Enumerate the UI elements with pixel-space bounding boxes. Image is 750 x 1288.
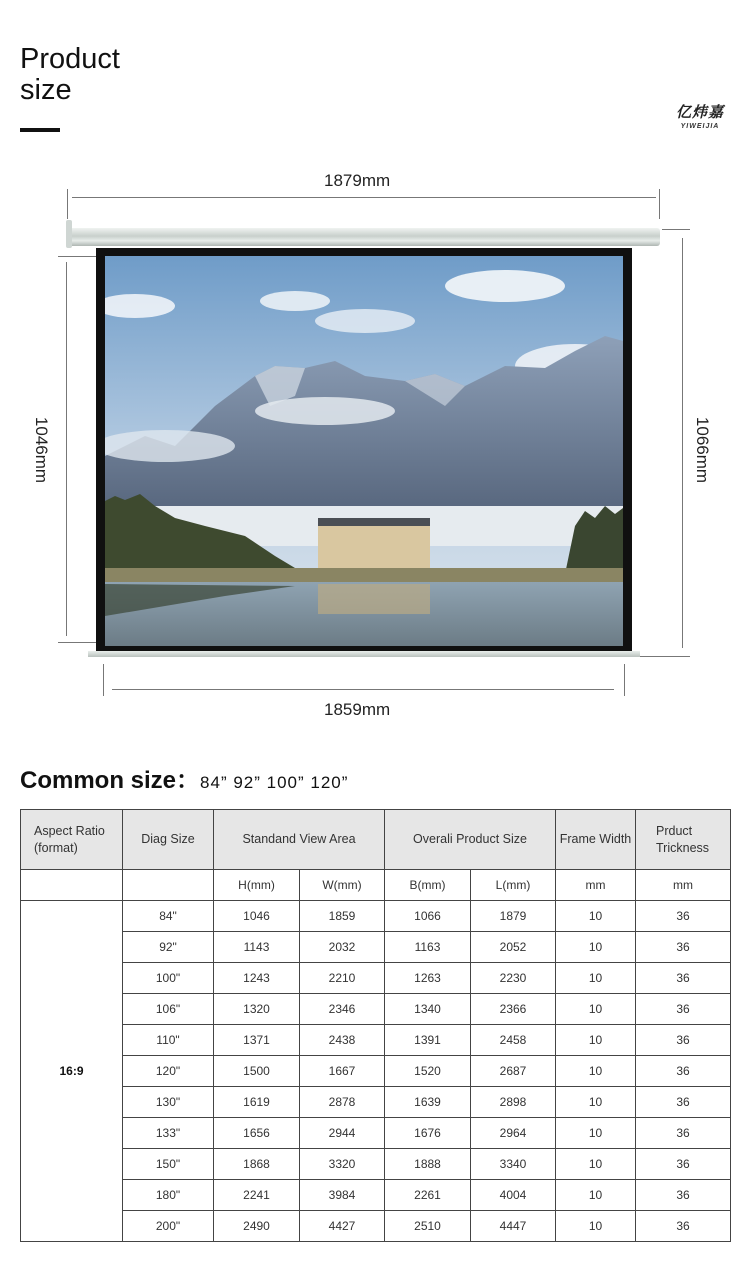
table-cell: 1391	[385, 1025, 471, 1056]
table-cell: 10	[556, 901, 636, 932]
subheader-frame-unit: mm	[556, 870, 636, 901]
table-row	[21, 1025, 731, 1056]
table-cell: 36	[636, 1180, 731, 1211]
header-aspect-ratio: Aspect Ratio (format)	[21, 810, 123, 870]
title-line-1: Product	[20, 43, 120, 75]
table-cell: 2687	[471, 1056, 556, 1087]
table-cell: 10	[556, 1025, 636, 1056]
header-product-thickness: Prduct Trickness	[636, 810, 731, 870]
table-cell: 36	[636, 932, 731, 963]
subheader-empty	[123, 870, 214, 901]
table-cell: 1676	[385, 1118, 471, 1149]
table-cell: 2032	[300, 932, 385, 963]
right-height-tick-top	[662, 229, 690, 230]
table-cell: 36	[636, 901, 731, 932]
table-cell: 36	[636, 1087, 731, 1118]
top-width-line	[72, 197, 656, 198]
table-cell: 2052	[471, 932, 556, 963]
bottom-width-label: 1859mm	[324, 700, 391, 719]
bottom-width-tick-left	[103, 664, 104, 696]
table-cell: 2964	[471, 1118, 556, 1149]
table-cell: 1859	[300, 901, 385, 932]
table-cell: 92"	[123, 932, 214, 963]
right-height-label: 1066mm	[693, 416, 713, 484]
table-row	[21, 1087, 731, 1118]
table-cell: 3340	[471, 1149, 556, 1180]
table-cell: 1243	[214, 963, 300, 994]
table-cell: 1163	[385, 932, 471, 963]
table-cell: 1656	[214, 1118, 300, 1149]
table-cell: 10	[556, 1211, 636, 1242]
brand-logo-cn: 亿炜嘉	[675, 104, 724, 121]
top-width-tick-left	[67, 189, 68, 219]
table-body	[21, 901, 731, 1242]
table-cell: 10	[556, 1118, 636, 1149]
table-cell: 2261	[385, 1180, 471, 1211]
table-cell: 1066	[385, 901, 471, 932]
table-cell: 3320	[300, 1149, 385, 1180]
subheader-l: L(mm)	[471, 870, 556, 901]
common-size-values: 84” 92” 100” 120”	[200, 773, 349, 792]
table-cell: 10	[556, 1087, 636, 1118]
subheader-thickness-unit: mm	[636, 870, 731, 901]
table-cell: 10	[556, 932, 636, 963]
table-row	[21, 1149, 731, 1180]
table-cell: 4427	[300, 1211, 385, 1242]
table-cell: 2458	[471, 1025, 556, 1056]
table-cell: 2210	[300, 963, 385, 994]
right-height-tick-bottom	[640, 656, 690, 657]
screen-bottom-bar	[88, 651, 640, 657]
table-cell: 2944	[300, 1118, 385, 1149]
table-cell: 2878	[300, 1087, 385, 1118]
subheader-empty	[21, 870, 123, 901]
table-cell: 36	[636, 994, 731, 1025]
table-cell: 84"	[123, 901, 214, 932]
table-cell: 1868	[214, 1149, 300, 1180]
table-cell: 36	[636, 1118, 731, 1149]
common-size-heading	[20, 760, 348, 795]
header-overall-product-size: Overali Product Size	[385, 810, 556, 870]
left-height-label: 1046mm	[32, 416, 52, 484]
table-header-row	[21, 810, 731, 870]
page-title	[20, 44, 120, 106]
table-cell: 10	[556, 963, 636, 994]
table-cell: 4447	[471, 1211, 556, 1242]
table-cell: 1520	[385, 1056, 471, 1087]
table-cell: 150"	[123, 1149, 214, 1180]
table-cell: 36	[636, 1149, 731, 1180]
subheader-b: B(mm)	[385, 870, 471, 901]
table-cell: 1143	[214, 932, 300, 963]
table-cell: 2490	[214, 1211, 300, 1242]
table-cell: 106"	[123, 994, 214, 1025]
table-cell: 4004	[471, 1180, 556, 1211]
table-cell: 36	[636, 1211, 731, 1242]
left-height-line	[66, 262, 67, 636]
table-row	[21, 901, 731, 932]
table-cell: 1879	[471, 901, 556, 932]
table-cell: 2241	[214, 1180, 300, 1211]
roller-end-cap	[66, 220, 72, 248]
brand-logo	[664, 104, 736, 131]
subheader-h: H(mm)	[214, 870, 300, 901]
table-row	[21, 1180, 731, 1211]
common-size-label: Common size：	[20, 767, 201, 794]
bottom-width-tick-right	[624, 664, 625, 696]
table-cell: 2510	[385, 1211, 471, 1242]
brand-logo-en: YIWEIJIA	[680, 123, 720, 130]
table-cell: 2898	[471, 1087, 556, 1118]
table-cell: 2438	[300, 1025, 385, 1056]
mountain-lake-illustration	[105, 256, 623, 646]
table-cell: 1263	[385, 963, 471, 994]
table-cell: 1667	[300, 1056, 385, 1087]
table-cell: 10	[556, 1149, 636, 1180]
table-row	[21, 994, 731, 1025]
table-cell: 1340	[385, 994, 471, 1025]
title-underline	[20, 128, 60, 132]
table-cell: 36	[636, 1056, 731, 1087]
table-row	[21, 932, 731, 963]
table-row	[21, 963, 731, 994]
screen-roller-housing	[66, 228, 660, 246]
bottom-width-line	[112, 689, 614, 690]
table-cell: 2230	[471, 963, 556, 994]
left-height-tick-top	[58, 256, 96, 257]
title-line-2: size	[20, 74, 72, 106]
table-cell: 36	[636, 963, 731, 994]
table-cell: 180"	[123, 1180, 214, 1211]
table-cell: 10	[556, 1180, 636, 1211]
screen-landscape-image	[105, 256, 623, 646]
table-cell: 110"	[123, 1025, 214, 1056]
top-width-tick-right	[659, 189, 660, 219]
table-cell: 3984	[300, 1180, 385, 1211]
table-cell: 2366	[471, 994, 556, 1025]
left-height-tick-bottom	[58, 642, 96, 643]
table-cell: 130"	[123, 1087, 214, 1118]
header-frame-width: Frame Width	[556, 810, 636, 870]
table-cell: 2346	[300, 994, 385, 1025]
right-height-line	[682, 238, 683, 648]
table-cell: 1500	[214, 1056, 300, 1087]
table-cell: 100"	[123, 963, 214, 994]
table-row	[21, 1211, 731, 1242]
header-diag-size: Diag Size	[123, 810, 214, 870]
size-spec-table	[20, 809, 731, 1242]
table-row	[21, 1056, 731, 1087]
table-row	[21, 1118, 731, 1149]
table-cell: 1639	[385, 1087, 471, 1118]
aspect-ratio-cell: 16:9	[21, 901, 123, 1242]
table-cell: 1320	[214, 994, 300, 1025]
table-cell: 133"	[123, 1118, 214, 1149]
table-cell: 1046	[214, 901, 300, 932]
subheader-w: W(mm)	[300, 870, 385, 901]
top-width-label: 1879mm	[324, 171, 391, 190]
table-cell: 10	[556, 994, 636, 1025]
table-cell: 1371	[214, 1025, 300, 1056]
table-cell: 36	[636, 1025, 731, 1056]
table-cell: 10	[556, 1056, 636, 1087]
table-cell: 120"	[123, 1056, 214, 1087]
table-cell: 1888	[385, 1149, 471, 1180]
table-cell: 200"	[123, 1211, 214, 1242]
table-subheader-row	[21, 870, 731, 901]
table-cell: 1619	[214, 1087, 300, 1118]
header-standard-view-area: Standand View Area	[214, 810, 385, 870]
